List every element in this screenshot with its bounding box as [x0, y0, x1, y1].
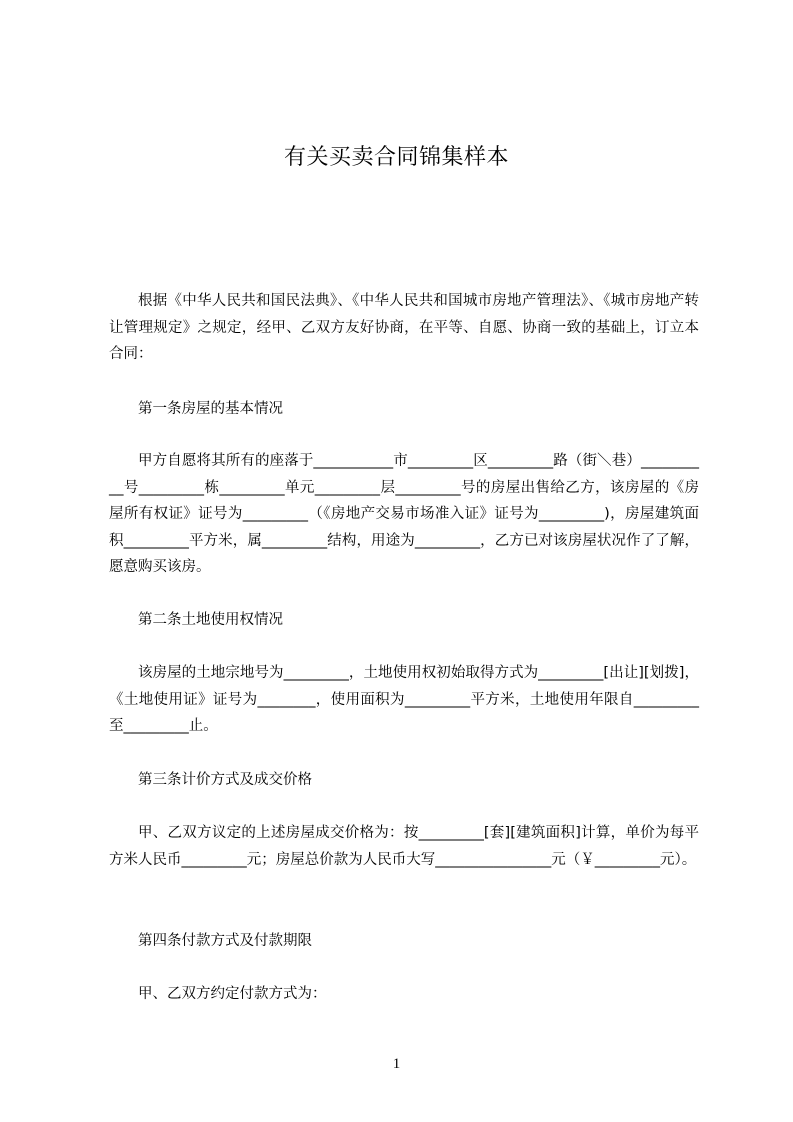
preamble-paragraph: 根据《中华人民共和国民法典》、《中华人民共和国城市房地产管理法》、《城市房地产转让管理规定》之规定，经甲、乙双方友好协商，在平等、自愿、协商一致的基础上，订立本合同： [109, 293, 699, 362]
article-2-heading: 第二条土地使用权情况 [138, 612, 283, 628]
article-1-paragraph: 甲方自愿将其所有的座落于___________市_________区_________路（街＼巷）__________号_________栋_________单元_________层_________号的房屋出售给乙方，该房屋的《房屋所有权证》证号为_________（《房地产交易市场准入证》证号为_________)，房屋建筑面积_________平方米，属_________结构，用途为_________，乙方已对该房屋状况作了了解，愿意购买该房。 [109, 453, 699, 575]
article-4-heading: 第四条付款方式及付款期限 [138, 933, 312, 949]
article-3-paragraph: 甲、乙双方议定的上述房屋成交价格为：按_________[套][建筑面积]计算，单价为每平方米人民币_________元；房屋总价款为人民币大写________________元（￥_________元）。 [109, 825, 699, 868]
article-1-heading: 第一条房屋的基本情况 [138, 401, 283, 417]
article-3-heading: 第三条计价方式及成交价格 [138, 772, 312, 788]
article-2-paragraph: 该房屋的土地宗地号为_________，土地使用权初始取得方式为_________[出让][划拨]，《土地使用证》证号为________，使用面积为_________平方米，土地使用年限自_________至_________止。 [109, 665, 699, 734]
page-number: 1 [392, 1056, 401, 1072]
article-4-paragraph: 甲、乙双方约定付款方式为： [138, 986, 327, 1002]
document-title: 有关买卖合同锦集样本 [283, 145, 509, 170]
